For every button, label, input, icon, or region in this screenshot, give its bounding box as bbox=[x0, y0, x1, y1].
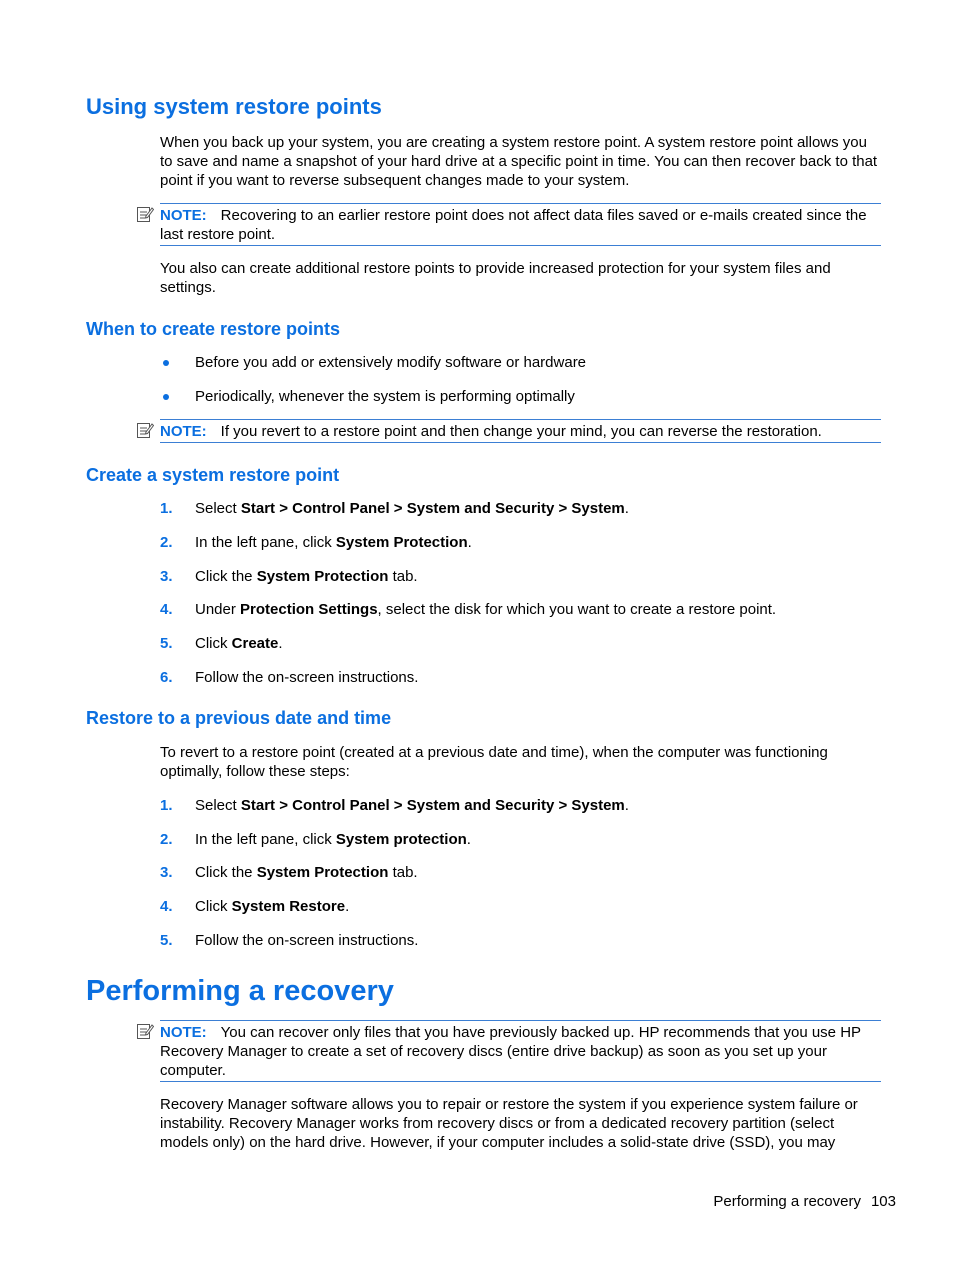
bullet-icon bbox=[163, 394, 169, 400]
paragraph-recovery-manager: Recovery Manager software allows you to repair or restore the system if you experience system failure or instability. Recovery Manager works from recovery discs or from a dedicated recovery partition (select models only) on the hard drive. However, if your computer includes a solid-state drive (SSD), you may bbox=[160, 1096, 858, 1151]
footer-section-title: Performing a recovery bbox=[713, 1193, 861, 1210]
page-footer bbox=[713, 1193, 896, 1210]
bullet-icon bbox=[163, 360, 169, 366]
paragraph-revert-intro: To revert to a restore point (created at a previous date and time), when the computer was functioning optimally, follow these steps: bbox=[160, 744, 828, 780]
note-pencil-icon bbox=[136, 1022, 154, 1040]
heading-create-restore-point: Create a system restore point bbox=[86, 465, 340, 485]
note-text: You can recover only files that you have previously backed up. HP recommends that you use HP Recovery Manager to create a set of recovery discs (entire drive backup) as soon as you set up your computer. bbox=[160, 1024, 861, 1079]
paragraph-restore-intro: When you back up your system, you are creating a system restore point. A system restore point allows you to save and name a snapshot of your hard drive at a specific point in time. You can then recover back to that point if you want to reverse subsequent changes made to your system. bbox=[160, 134, 878, 189]
heading-using-restore-points: Using system restore points bbox=[86, 94, 382, 119]
heading-performing-recovery: Performing a recovery bbox=[86, 975, 394, 1007]
note-pencil-icon bbox=[136, 421, 154, 439]
document-page: Using system restore points When you back up your system, you are creating a system restore point. A system restore point allows you to save and name a snapshot of your hard drive at a specific point in time. You can then recover back to that point if you want to reverse subsequent changes made to your system. NOTE: Recovering to an earlier restore point does not affect data files saved or e-mails created since the last restore point. You also can create additional restore points to provide increased protection for your system files and settings. When to create restore points Before you add or extensively modify software or hardware Periodically, whenever the system is performing optimally NOTE: If you revert to a restore point and then change your mind, you can reverse the restoration. Create a system restore point 1. Select Start > Control Panel > System and Security > System. 2. In the left pane, click System Protection. 3. Click the System Protection tab. 4. Under Protection Settings, select the disk for which you want to create a restore point. 5. Click Create. 6. Follow the on-screen instructions. Restore to a previous date and time To revert to a restore point (created at a previous date and time), when the computer was functioning optimally, follow these steps: 1. Select Start > Control Panel > System and Security > System. 2. In the left pane, click System protection. 3. Click the System Protection tab. 4. Click System Restore. 5. Follow the on-screen instructions. Performing a recovery NOTE: You can recover only files that you have previously backed up. HP recommends that you use HP Recovery Manager to create a set of recovery discs (entire drive backup) as soon as you set up your computer. Recovery Manager software allows you to repair or restore the system if you experience system failure or instability. Recovery Manager works from recovery discs or from a dedicated recovery partition (select models only) on the hard drive. However, if your computer includes a solid-state drive (SSD), you may Performing a recovery 103 bbox=[86, 94, 896, 1210]
note-pencil-icon bbox=[136, 205, 154, 223]
note-label: NOTE: bbox=[160, 423, 207, 440]
note-box-recovery bbox=[160, 1020, 881, 1082]
heading-when-to-create: When to create restore points bbox=[86, 319, 341, 339]
page-number: 103 bbox=[870, 1193, 896, 1210]
note-text: If you revert to a restore point and then change your mind, you can reverse the restoration. bbox=[220, 423, 822, 440]
note-text: Recovering to an earlier restore point does not affect data files saved or e-mails created since the last restore point. bbox=[160, 207, 867, 243]
heading-restore-previous: Restore to a previous date and time bbox=[86, 708, 392, 728]
note-label: NOTE: bbox=[160, 1024, 207, 1041]
note-label: NOTE: bbox=[160, 207, 207, 224]
paragraph-additional-points: You also can create additional restore points to provide increased protection for your system files and settings. bbox=[160, 260, 831, 296]
note-box-restore-points bbox=[160, 203, 881, 246]
note-box-revert bbox=[160, 419, 881, 443]
